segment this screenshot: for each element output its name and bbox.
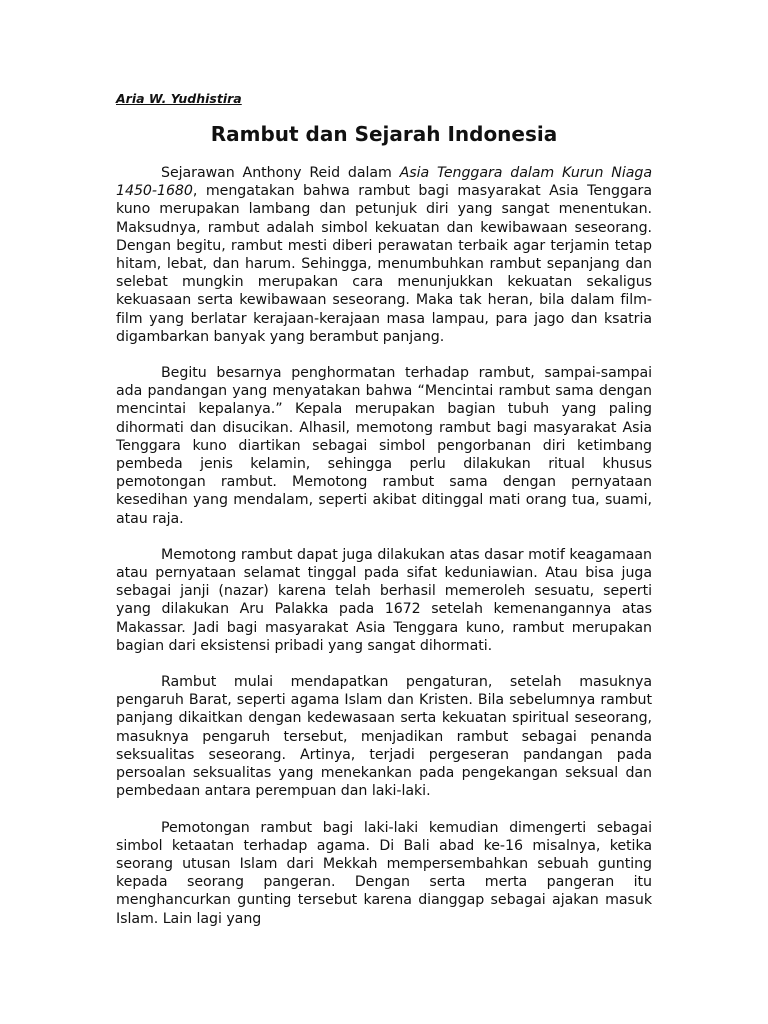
paragraph-1 (116, 164, 652, 346)
author-name: Aria W. Yudhistira (116, 91, 242, 106)
paragraph-1-intro: Sejarawan Anthony Reid dalam (161, 165, 400, 181)
document-body (116, 164, 652, 928)
paragraph-4: Rambut mulai mendapatkan pengaturan, setelah masuknya pengaruh Barat, seperti agama Islam dan Kristen. Bila sebelumnya rambut panjang dikaitkan dengan kedewasaan serta kekuatan spiritual seseorang, masuknya pengaruh tersebut, menjadikan rambut sebagai penanda seksualitas seseorang. Artinya, terjadi pergeseran pandangan pada persoalan seksualitas yang menekankan pada pengekangan seksual dan pembedaan antara perempuan dan laki-laki. (116, 674, 652, 800)
book-title: Asia Tenggara dalam Kurun Niaga 1450-1680 (116, 165, 652, 200)
paragraph-1-rest: , mengatakan bahwa rambut bagi masyarakat Asia Tenggara kuno merupakan lambang dan petunjuk diri yang sangat menentukan. Maksudnya, rambut adalah simbol kekuatan dan kewibawaan seseorang. Dengan begitu, rambut mesti diberi perawatan terbaik agar terjamin tetap hitam, lebat, dan harum. Sehingga, menumbuhkan rambut sepanjang dan selebat mungkin merupakan cara menunjukkan kekuatan sekaligus kekuasaan serta kewibawaan seseorang. Maka tak heran, bila dalam film-film yang berlatar kerajaan-kerajaan masa lampau, para jago dan ksatria digambarkan banyak yang berambut panjang. (116, 183, 652, 345)
paragraph-5: Pemotongan rambut bagi laki-laki kemudian dimengerti sebagai simbol ketaatan terhadap agama. Di Bali abad ke-16 misalnya, ketika seorang utusan Islam dari Mekkah mempersembahkan sebuah gunting kepada seorang pangeran. Dengan serta merta pangeran itu menghancurkan gunting tersebut karena dianggap sebagai ajakan masuk Islam. Lain lagi yang (116, 819, 652, 927)
document-title: Rambut dan Sejarah Indonesia (210, 122, 558, 146)
paragraph-2: Begitu besarnya penghormatan terhadap rambut, sampai-sampai ada pandangan yang menyatakan bahwa “Mencintai rambut sama dengan mencintai kepalanya.” Kepala merupakan bagian tubuh yang paling dihormati dan disucikan. Alhasil, memotong rambut bagi masyarakat Asia Tenggara kuno diartikan sebagai simbol pengorbanan diri ketimbang pembeda jenis kelamin, sehingga perlu dilakukan ritual khusus pemotongan rambut. Memotong rambut sama dengan pernyataan kesedihan yang mendalam, seperti akibat ditinggal mati orang tua, suami, atau raja. (116, 365, 652, 527)
paragraph-3: Memotong rambut dapat juga dilakukan atas dasar motif keagamaan atau pernyataan selamat tinggal pada sifat keduniawian. Atau bisa juga sebagai janji (nazar) karena telah berhasil memeroleh sesuatu, seperti yang dilakukan Aru Palakka pada 1672 setelah kemenangannya atas Makassar. Jadi bagi masyarakat Asia Tenggara kuno, rambut merupakan bagian dari eksistensi pribadi yang sangat dihormati. (116, 546, 652, 654)
document-page (116, 90, 652, 946)
